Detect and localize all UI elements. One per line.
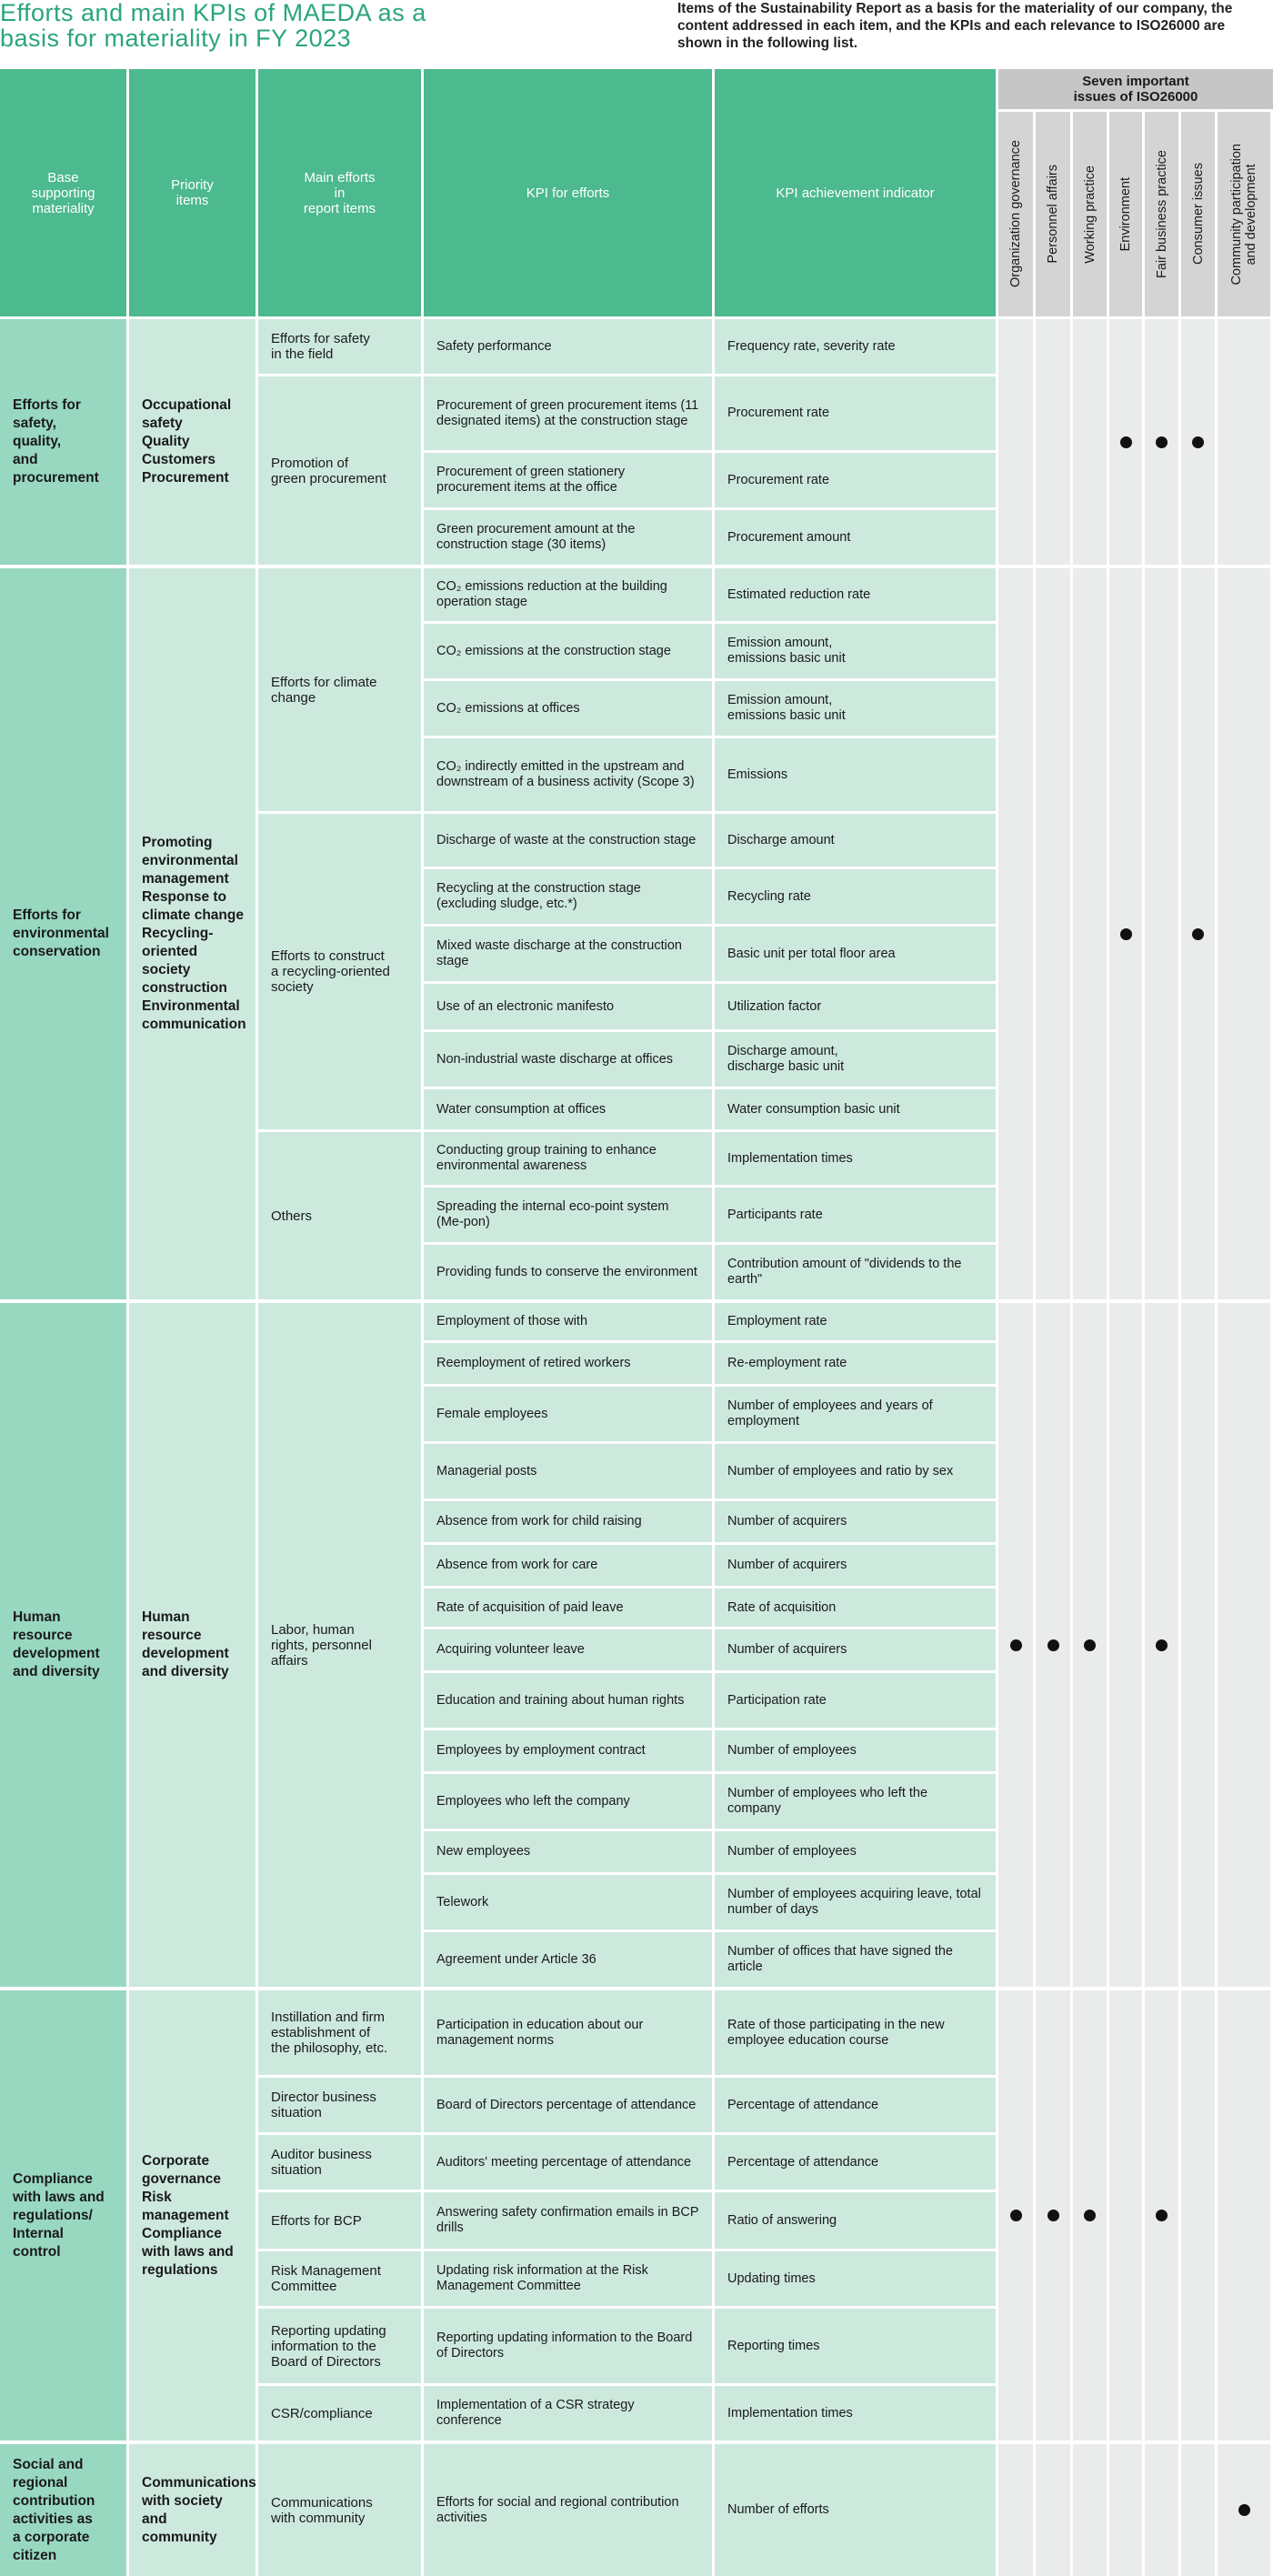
kpi-cell: CO₂ emissions at offices [424,681,712,736]
indicator-cell: Participants rate [715,1188,996,1242]
kpi-cell: Reporting updating information to the Board of Directors [424,2309,712,2383]
kpi-cell: Efforts for social and regional contribution activities [424,2444,712,2576]
iso-column-header [1218,112,1270,316]
iso-column-header [1109,112,1142,316]
indicator-cell: Procurement rate [715,453,996,507]
priority-items-cell: Human resource development and diversity [129,1303,256,1987]
iso-relevance-cell [998,568,1033,1299]
iso-relevance-cell [998,319,1033,565]
indicator-cell: Number of efforts [715,2444,996,2576]
iso-column-label: Personnel affairs [1046,165,1060,264]
iso-relevance-cell [998,1303,1033,1987]
iso-relevance-cell [1181,1990,1215,2441]
iso-column-label: Organization governance [1008,140,1023,288]
kpi-cell: Rate of acquisition of paid leave [424,1589,712,1627]
indicator-cell: Emissions [715,738,996,811]
iso-column-label: Working practice [1082,165,1098,264]
iso-relevance-cell [1073,319,1107,565]
indicator-cell: Emission amount, emissions basic unit [715,624,996,678]
column-header-priority: Priority items [129,69,256,316]
kpi-cell: Green procurement amount at the construction stage (30 items) [424,510,712,565]
base-materiality-cell: Compliance with laws and regulations/ Internal control [0,1990,126,2441]
column-header-base: Base supporting materiality [0,69,126,316]
kpi-cell: Conducting group training to enhance environmental awareness [424,1132,712,1185]
kpi-cell: Agreement under Article 36 [424,1932,712,1987]
relevance-dot-icon [1010,2210,1022,2221]
main-effort-cell: Efforts for climate change [258,568,421,811]
kpi-cell: Female employees [424,1387,712,1441]
indicator-cell: Procurement amount [715,510,996,565]
relevance-dot-icon [1192,436,1204,448]
iso-group-header: Seven important issues of ISO26000 [998,69,1273,109]
iso-relevance-cell [1145,2444,1178,2576]
indicator-cell: Frequency rate, severity rate [715,319,996,374]
base-materiality-cell: Efforts for environmental conservation [0,568,126,1299]
column-header-efforts: Main efforts in report items [258,69,421,316]
kpi-cell: Absence from work for care [424,1545,712,1586]
relevance-dot-icon [1010,1639,1022,1651]
indicator-cell: Emission amount, emissions basic unit [715,681,996,736]
main-effort-cell: Auditor business situation [258,2135,421,2190]
indicator-cell: Re-employment rate [715,1343,996,1384]
indicator-cell: Number of acquirers [715,1629,996,1670]
iso-column-header [998,112,1033,316]
main-effort-cell: Director business situation [258,2078,421,2132]
priority-items-cell: Corporate governance Risk management Compliance with laws and regulations [129,1990,256,2441]
relevance-dot-icon [1047,2210,1059,2221]
kpi-cell: Absence from work for child raising [424,1501,712,1542]
base-materiality-cell: Social and regional contribution activities as a corporate citizen [0,2444,126,2576]
relevance-dot-icon [1120,928,1132,940]
kpi-cell: Water consumption at offices [424,1089,712,1129]
iso-relevance-cell [1073,1303,1107,1987]
priority-items-cell: Communications with society and community [129,2444,256,2576]
kpi-cell: Auditors' meeting percentage of attendance [424,2135,712,2190]
indicator-cell: Recycling rate [715,869,996,924]
page-title: Efforts and main KPIs of MAEDA as a basis for materiality in FY 2023 [0,0,426,52]
main-effort-cell: Reporting updating information to the Board of Directors [258,2309,421,2383]
indicator-cell: Number of employees and years of employment [715,1387,996,1441]
iso-relevance-cell [1073,568,1107,1299]
indicator-cell: Procurement rate [715,376,996,450]
iso-relevance-cell [1145,319,1178,565]
relevance-dot-icon [1047,1639,1059,1651]
column-header-kpi: KPI for efforts [424,69,712,316]
kpi-cell: Reemployment of retired workers [424,1343,712,1384]
iso-relevance-cell [1036,1990,1070,2441]
kpi-cell: Providing funds to conserve the environment [424,1245,712,1299]
iso-relevance-cell [1181,319,1215,565]
iso-relevance-cell [1145,1303,1178,1987]
iso-relevance-cell [1036,319,1070,565]
kpi-cell: Implementation of a CSR strategy conference [424,2386,712,2441]
kpi-cell: Mixed waste discharge at the construction stage [424,927,712,981]
indicator-cell: Rate of acquisition [715,1589,996,1627]
indicator-cell: Estimated reduction rate [715,568,996,621]
iso-column-header [1181,112,1215,316]
iso-relevance-cell [1036,1303,1070,1987]
relevance-dot-icon [1156,2210,1168,2221]
iso-column-label: Consumer issues [1190,163,1206,266]
relevance-dot-icon [1120,436,1132,448]
iso-relevance-cell [1181,2444,1215,2576]
main-effort-cell: Instillation and firm establishment of the philosophy, etc. [258,1990,421,2075]
kpi-cell: Education and training about human rights [424,1673,712,1728]
indicator-cell: Number of employees and ratio by sex [715,1444,996,1498]
indicator-cell: Number of acquirers [715,1501,996,1542]
indicator-cell: Reporting times [715,2309,996,2383]
iso-relevance-cell [1109,568,1142,1299]
main-effort-cell: Risk Management Committee [258,2251,421,2306]
iso-relevance-cell [1145,1990,1178,2441]
iso-column-header [1145,112,1178,316]
relevance-dot-icon [1156,436,1168,448]
kpi-cell: Acquiring volunteer leave [424,1629,712,1670]
iso-column-label: Environment [1118,176,1133,252]
iso-relevance-cell [1073,1990,1107,2441]
relevance-dot-icon [1238,2504,1250,2516]
iso-column-header [1073,112,1107,316]
iso-relevance-cell [1073,2444,1107,2576]
kpi-cell: New employees [424,1831,712,1872]
indicator-cell: Number of employees who left the company [715,1774,996,1829]
kpi-cell: Employees who left the company [424,1774,712,1829]
indicator-cell: Implementation times [715,2386,996,2441]
iso-relevance-cell [1181,1303,1215,1987]
relevance-dot-icon [1084,1639,1096,1651]
kpi-cell: Answering safety confirmation emails in BCP drills [424,2192,712,2249]
kpi-cell: Safety performance [424,319,712,374]
relevance-dot-icon [1156,1639,1168,1651]
main-effort-cell: Efforts for safety in the field [258,319,421,374]
indicator-cell: Ratio of answering [715,2192,996,2249]
indicator-cell: Number of employees acquiring leave, total number of days [715,1875,996,1929]
iso-relevance-cell [1109,2444,1142,2576]
indicator-cell: Participation rate [715,1673,996,1728]
indicator-cell: Percentage of attendance [715,2135,996,2190]
base-materiality-cell: Efforts for safety, quality, and procurement [0,319,126,565]
iso-column-label: Community participation and development [1229,143,1258,286]
main-effort-cell: Efforts to construct a recycling-oriented society [258,814,421,1129]
kpi-cell: Procurement of green stationery procurement items at the office [424,453,712,507]
iso-relevance-cell [1036,2444,1070,2576]
kpi-cell: Participation in education about our management norms [424,1990,712,2075]
iso-relevance-cell [1218,1990,1270,2441]
iso-relevance-cell [1036,568,1070,1299]
column-header-indicator: KPI achievement indicator [715,69,996,316]
kpi-cell: CO₂ emissions at the construction stage [424,624,712,678]
indicator-cell: Implementation times [715,1132,996,1185]
indicator-cell: Updating times [715,2251,996,2306]
intro-text: Items of the Sustainability Report as a basis for the materiality of our company, the content addressed in each item, and the KPIs and each relevance to ISO26000 are shown in the following list. [677,1,1233,51]
iso-column-header [1036,112,1070,316]
main-effort-cell: CSR/compliance [258,2386,421,2441]
indicator-cell: Number of offices that have signed the article [715,1932,996,1987]
main-effort-cell: Labor, human rights, personnel affairs [258,1303,421,1987]
indicator-cell: Number of employees [715,1730,996,1771]
indicator-cell: Discharge amount, discharge basic unit [715,1032,996,1087]
kpi-cell: Updating risk information at the Risk Management Committee [424,2251,712,2306]
indicator-cell: Number of acquirers [715,1545,996,1586]
indicator-cell: Contribution amount of "dividends to the earth" [715,1245,996,1299]
iso-relevance-cell [1218,568,1270,1299]
iso-relevance-cell [1109,319,1142,565]
main-effort-cell: Communications with community [258,2444,421,2576]
kpi-cell: Employment of those with [424,1303,712,1340]
kpi-cell: Procurement of green procurement items (11 designated items) at the construction stage [424,376,712,450]
iso-relevance-cell [1145,568,1178,1299]
indicator-cell: Utilization factor [715,984,996,1029]
kpi-cell: Board of Directors percentage of attendance [424,2078,712,2132]
iso-column-label: Fair business practice [1154,149,1169,279]
priority-items-cell: Occupational safety Quality Customers Procurement [129,319,256,565]
main-effort-cell: Efforts for BCP [258,2192,421,2249]
iso-relevance-cell [1218,1303,1270,1987]
iso-relevance-cell [1181,568,1215,1299]
iso-relevance-cell [1218,319,1270,565]
iso-relevance-cell [1218,2444,1270,2576]
kpi-cell: Employees by employment contract [424,1730,712,1771]
relevance-dot-icon [1192,928,1204,940]
kpi-cell: Spreading the internal eco-point system (Me-pon) [424,1188,712,1242]
iso-relevance-cell [998,2444,1033,2576]
indicator-cell: Discharge amount [715,814,996,867]
priority-items-cell: Promoting environmental management Response to climate change Recycling- oriented society construction Environmental communication [129,568,256,1299]
kpi-cell: CO₂ indirectly emitted in the upstream and downstream of a business activity (Scope 3) [424,738,712,811]
iso-relevance-cell [998,1990,1033,2441]
iso-relevance-cell [1109,1990,1142,2441]
indicator-cell: Rate of those participating in the new employee education course [715,1990,996,2075]
kpi-cell: CO₂ emissions reduction at the building operation stage [424,568,712,621]
main-effort-cell: Promotion of green procurement [258,376,421,565]
indicator-cell: Number of employees [715,1831,996,1872]
kpi-cell: Non-industrial waste discharge at offices [424,1032,712,1087]
main-effort-cell: Others [258,1132,421,1299]
base-materiality-cell: Human resource development and diversity [0,1303,126,1987]
indicator-cell: Employment rate [715,1303,996,1340]
kpi-cell: Recycling at the construction stage (excluding sludge, etc.*) [424,869,712,924]
kpi-cell: Managerial posts [424,1444,712,1498]
iso-relevance-cell [1109,1303,1142,1987]
indicator-cell: Water consumption basic unit [715,1089,996,1129]
indicator-cell: Basic unit per total floor area [715,927,996,981]
kpi-cell: Use of an electronic manifesto [424,984,712,1029]
indicator-cell: Percentage of attendance [715,2078,996,2132]
kpi-cell: Discharge of waste at the construction stage [424,814,712,867]
kpi-cell: Telework [424,1875,712,1929]
relevance-dot-icon [1084,2210,1096,2221]
